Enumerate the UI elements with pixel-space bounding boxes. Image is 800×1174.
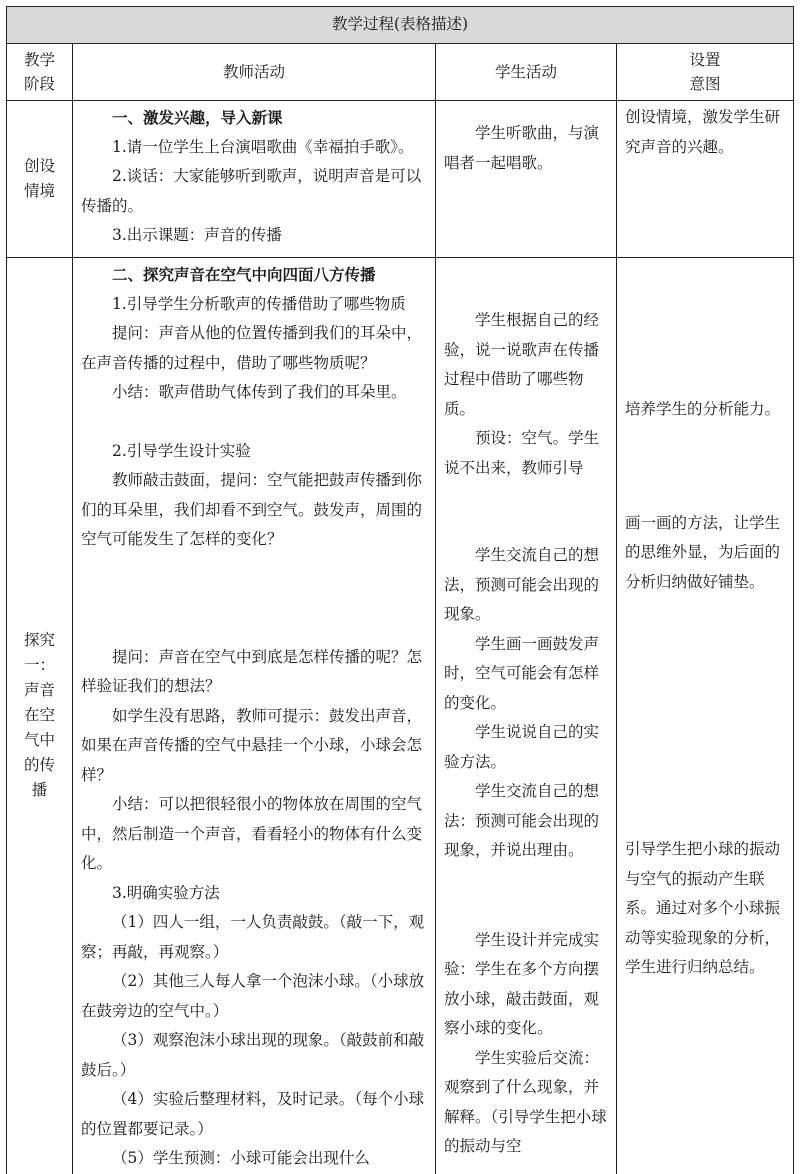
teaching-process-table	[6, 6, 794, 1174]
header-stage	[7, 44, 73, 101]
student-paragraph: 学生实验后交流：观察到了什么现象，并解释。（引导学生把小球的振动与空	[444, 1048, 607, 1155]
intent-paragraph: 创设情境，激发学生研究声音的兴趣。	[625, 108, 781, 156]
teacher-paragraph: （2）其他三人每人拿一个泡沫小球。（小球放在鼓旁边的空气中。）	[81, 972, 425, 1020]
table-row-section2	[7, 258, 794, 1174]
teacher-paragraph: 1.引导学生分析歌声的传播借助了哪些物质	[112, 294, 406, 313]
stage-label-line: 气中	[23, 731, 55, 750]
student-paragraph: 学生说说自己的实验方法。	[444, 723, 600, 771]
stage-label-line: 播	[31, 781, 48, 800]
lesson-plan-document	[6, 6, 793, 1167]
table-title-row	[7, 7, 794, 44]
stage-label-line: 情境	[23, 182, 55, 200]
teacher-paragraph: （5）学生预测：小球可能会出现什么	[112, 1149, 370, 1167]
header-intent	[617, 44, 794, 101]
teacher-paragraph: 教师敲击鼓面，提问：空气能把鼓声传播到你们的耳朵里，我们却看不到空气。鼓发声，周围的空气可能发生了怎样的变化？	[81, 471, 423, 548]
header-teacher: 教师活动	[73, 44, 436, 101]
section-heading: 二、探究声音在空气中向四面八方传播	[112, 265, 376, 284]
stage-label-line: 声音	[23, 681, 55, 700]
teacher-paragraph: 如学生没有思路，教师可提示：鼓发出声音，如果在声音传播的空气中悬挂一个小球，小球会怎样？	[81, 706, 423, 784]
teacher-paragraph: （3）观察泡沫小球出现的现象。（敲鼓前和敲鼓后。）	[81, 1031, 425, 1079]
stage-cell-section1	[7, 101, 73, 258]
student-cell-section1	[436, 101, 617, 258]
stage-label-line: 的传	[23, 756, 55, 775]
intent-paragraph: 培养学生的分析能力。	[625, 400, 781, 418]
student-paragraph: 学生交流自己的想法：预测可能会出现的现象，并说出理由。	[444, 782, 600, 859]
student-paragraph: 预设：空气。学生说不出来，教师引导	[444, 429, 600, 477]
teacher-paragraph: 提问：声音从他的位置传播到我们的耳朵中，在声音传播的过程中，借助了哪些物质呢？	[81, 324, 423, 372]
teacher-cell-section1	[73, 101, 436, 258]
intent-cell-section2	[617, 258, 794, 1174]
teacher-paragraph: 2.谈话：大家能够听到歌声，说明声音是可以传播的。	[81, 167, 422, 215]
teacher-paragraph: 小结：歌声借助气体传到了我们的耳朵里。	[112, 383, 407, 401]
teacher-paragraph: 3.明确实验方法	[112, 883, 220, 902]
student-paragraph: 学生听歌曲，与演唱者一起唱歌。	[444, 124, 600, 172]
student-paragraph: 学生设计并完成实验：学生在多个方向摆放小球，敲击鼓面，观察小球的变化。	[444, 930, 600, 1037]
teacher-paragraph: （1）四人一组，一人负责敲鼓。（敲一下，观察；再敲，再观察。）	[81, 913, 425, 961]
intent-paragraph: 画一画的方法，让学生的思维外显，为后面的分析归纳做好铺垫。	[625, 513, 781, 591]
student-cell-section2	[436, 258, 617, 1174]
stage-label-line: 一：	[23, 656, 55, 675]
stage-label-line: 探究	[23, 631, 55, 650]
section-heading: 一、激发兴趣，导入新课	[112, 108, 283, 127]
teacher-cell-section2	[73, 258, 436, 1174]
table-row-section1	[7, 101, 794, 258]
header-student: 学生活动	[436, 44, 617, 101]
teacher-paragraph: 提问：声音在空气中到底是怎样传播的呢？怎样验证我们的想法？	[81, 647, 423, 695]
teacher-paragraph: 2.引导学生设计实验	[112, 441, 251, 460]
header-stage-line2: 阶段	[23, 75, 55, 93]
intent-paragraph: 引导学生把小球的振动与空气的振动产生联系。通过对多个小球振动等实验现象的分析，学生进行归纳总结。	[625, 840, 781, 976]
table-title: 教学过程(表格描述)	[7, 7, 794, 44]
stage-cell-section2	[7, 258, 73, 1174]
student-paragraph: 学生画一画鼓发声时，空气可能会有怎样的变化。	[444, 634, 600, 712]
stage-label-line: 创设	[23, 157, 55, 175]
intent-cell-section1	[617, 101, 794, 258]
teacher-paragraph: 3.出示课题：声音的传播	[112, 226, 282, 244]
header-stage-line1: 教学	[23, 51, 55, 69]
header-intent-line1: 设置	[689, 51, 721, 69]
stage-label-line: 在空	[23, 706, 55, 725]
teacher-paragraph: 1.请一位学生上台演唱歌曲《幸福拍手歌》。	[112, 137, 414, 156]
teacher-paragraph: （4）实验后整理材料，及时记录。（每个小球的位置都要记录。）	[81, 1090, 425, 1138]
table-header-row	[7, 44, 794, 101]
student-paragraph: 学生根据自己的经验，说一说歌声在传播过程中借助了哪些物质。	[444, 311, 600, 418]
header-intent-line2: 意图	[689, 75, 721, 93]
student-paragraph: 学生交流自己的想法，预测可能会出现的现象。	[444, 546, 600, 623]
teacher-paragraph: 小结：可以把很轻很小的物体放在周围的空气中，然后制造一个声音，看看轻小的物体有什么变化。	[81, 795, 423, 872]
